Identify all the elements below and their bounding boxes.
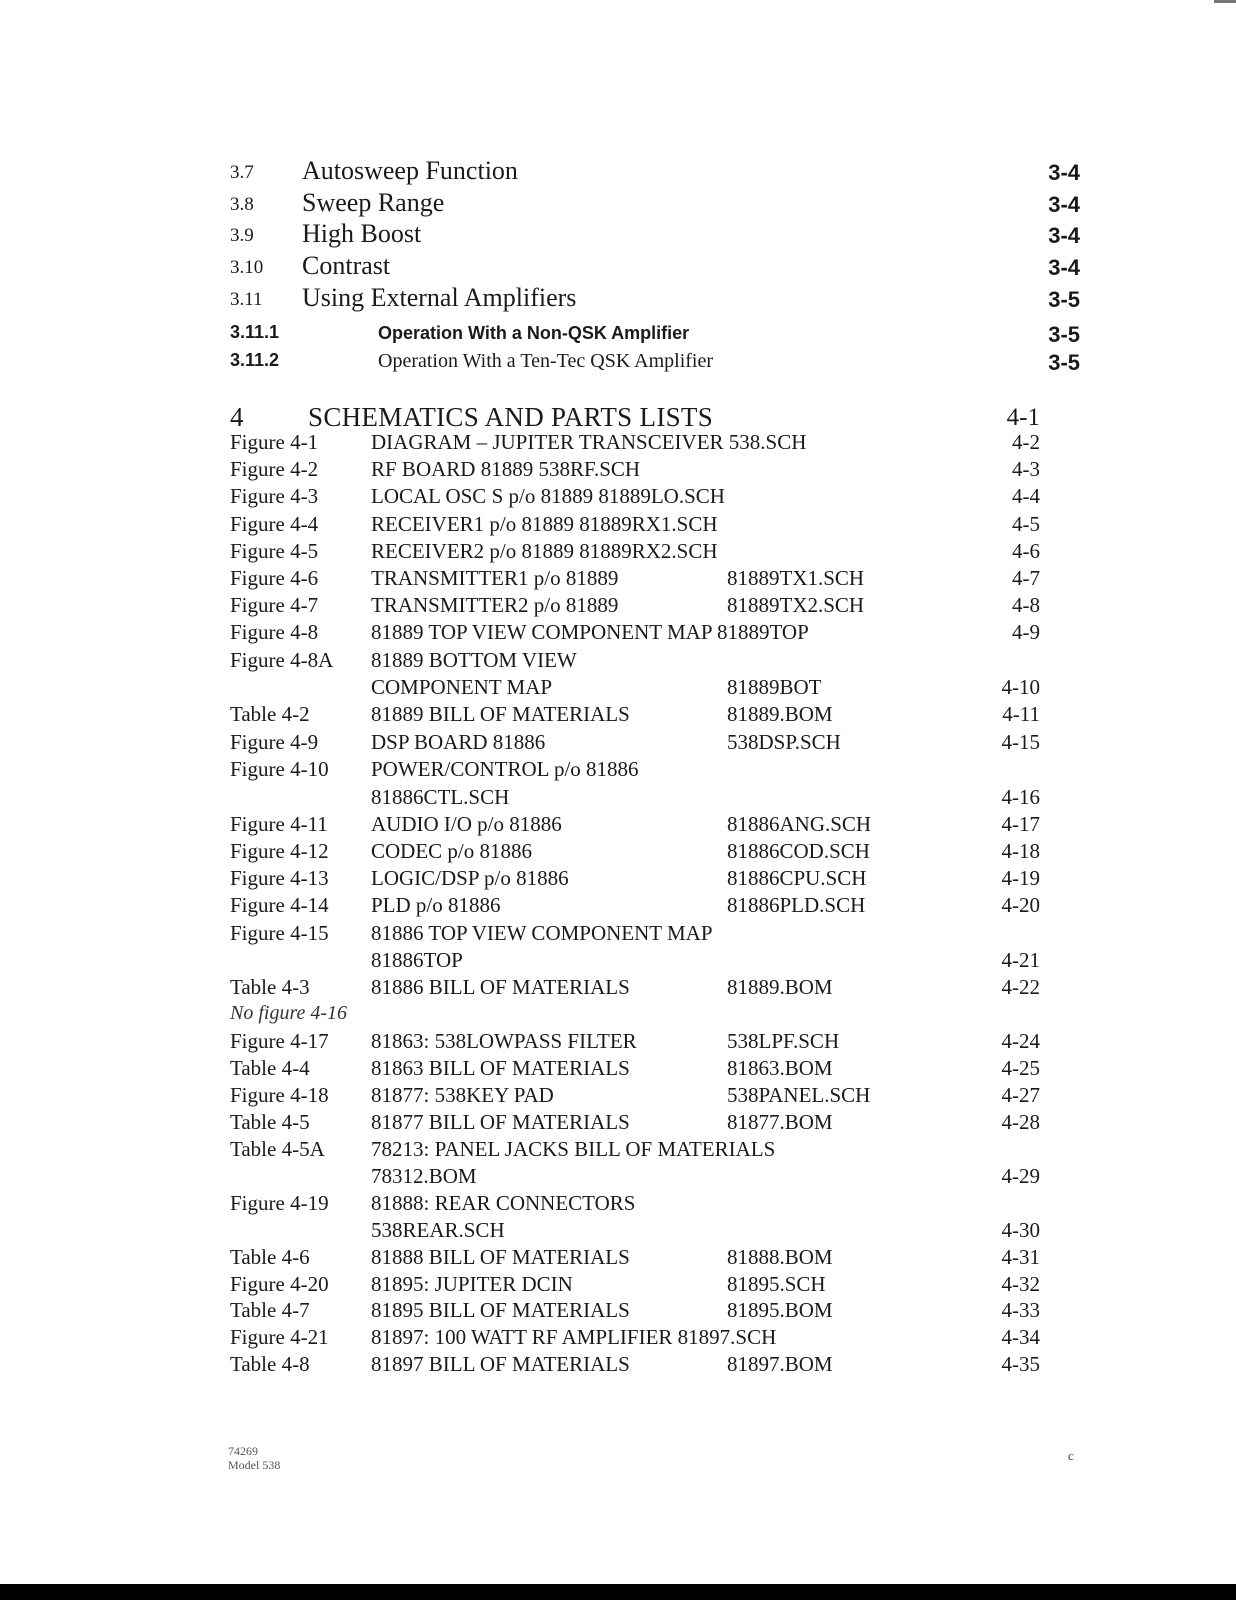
section-number: 3.11.2 — [230, 350, 280, 370]
figure-desc: RECEIVER1 p/o 81889 81889RX1.SCH — [371, 512, 718, 536]
figure-desc: DIAGRAM – JUPITER TRANSCEIVER 538.SCH — [371, 430, 807, 454]
figure-ref: Figure 4-10 — [230, 757, 329, 781]
figure-entry — [230, 812, 1040, 839]
figure-desc: 81886TOP — [371, 948, 463, 972]
figure-desc: POWER/CONTROL p/o 81886 — [371, 757, 639, 781]
figure-page: 4-10 — [1001, 675, 1040, 699]
figure-page: 4-6 — [1012, 539, 1040, 563]
figure-desc: 81895 BILL OF MATERIALS — [371, 1298, 630, 1322]
figure-file: 538DSP.SCH — [727, 730, 841, 754]
figure-desc: LOGIC/DSP p/o 81886 — [371, 866, 569, 890]
figure-ref: Figure 4-4 — [230, 512, 319, 536]
figure-ref: Figure 4-14 — [230, 893, 329, 917]
figure-ref: Figure 4-15 — [230, 921, 329, 945]
figure-page: 4-18 — [1001, 839, 1040, 863]
figure-entry-continued — [230, 785, 1040, 812]
toc-entry-3-11-2 — [230, 346, 1080, 378]
figure-page: 4-34 — [1001, 1325, 1040, 1349]
figure-page: 4-22 — [1001, 975, 1040, 999]
figure-file: 538LPF.SCH — [727, 1029, 840, 1053]
figure-desc: RECEIVER2 p/o 81889 81889RX2.SCH — [371, 539, 718, 563]
section-title: Using External Amplifiers — [302, 283, 577, 312]
figure-ref: Table 4-7 — [230, 1298, 310, 1322]
figure-page: 4-32 — [1001, 1272, 1040, 1296]
figure-file: 81889.BOM — [727, 975, 833, 999]
figure-desc: 81889 BILL OF MATERIALS — [371, 702, 630, 726]
figure-page: 4-24 — [1001, 1029, 1040, 1053]
figure-entry — [230, 620, 1040, 647]
figure-page: 4-16 — [1001, 785, 1040, 809]
figure-desc: PLD p/o 81886 — [371, 893, 501, 917]
figure-ref: Table 4-5A — [230, 1137, 325, 1161]
figure-desc: 81877: 538KEY PAD — [371, 1083, 554, 1107]
document-number: 74269 — [228, 1444, 258, 1458]
figure-ref: Table 4-6 — [230, 1245, 310, 1269]
figure-ref: Figure 4-8A — [230, 648, 334, 672]
figure-page: 4-15 — [1001, 730, 1040, 754]
figure-page: 4-33 — [1001, 1298, 1040, 1322]
figure-ref: Figure 4-8 — [230, 620, 319, 644]
figure-entry — [230, 921, 1040, 948]
figure-file: 81897.BOM — [727, 1352, 833, 1376]
figure-entry — [230, 1191, 1040, 1218]
figure-page: 4-7 — [1012, 566, 1040, 590]
figure-desc: AUDIO I/O p/o 81886 — [371, 812, 562, 836]
figure-page: 4-28 — [1001, 1110, 1040, 1134]
figure-ref: Figure 4-19 — [230, 1191, 329, 1215]
figure-ref: Table 4-8 — [230, 1352, 310, 1376]
figure-ref: Figure 4-11 — [230, 812, 328, 836]
figure-desc: 81897 BILL OF MATERIALS — [371, 1352, 630, 1376]
figure-desc: TRANSMITTER1 p/o 81889 — [371, 566, 619, 590]
table-entry-continued — [230, 1164, 1040, 1191]
figure-desc: 78312.BOM — [371, 1164, 477, 1188]
figure-file: 81889BOT — [727, 675, 822, 699]
figure-desc: COMPONENT MAP — [371, 675, 553, 699]
section-title: Operation With a Non-QSK Amplifier — [378, 323, 690, 343]
figure-ref: Figure 4-2 — [230, 457, 319, 481]
figure-file: 81863.BOM — [727, 1056, 833, 1080]
section-number: 3.10 — [230, 257, 264, 278]
note-text: No figure 4-16 — [230, 1002, 348, 1024]
section-page: 3-5 — [1048, 322, 1080, 347]
table-entry — [230, 1056, 1040, 1083]
figure-entry — [230, 730, 1040, 757]
figure-file: 81889TX2.SCH — [727, 593, 865, 617]
figure-entry — [230, 1029, 1040, 1056]
figure-file: 81889TX1.SCH — [727, 566, 865, 590]
figure-desc: 81889 TOP VIEW COMPONENT MAP 81889TOP — [371, 620, 809, 644]
figure-entry — [230, 1325, 1040, 1352]
figure-file: 81886PLD.SCH — [727, 893, 866, 917]
section-number: 3.11 — [230, 289, 263, 310]
toc-entry-3-11 — [230, 283, 1080, 315]
figure-page: 4-29 — [1001, 1164, 1040, 1188]
figure-file: 81895.SCH — [727, 1272, 826, 1296]
figure-file: 81886ANG.SCH — [727, 812, 872, 836]
figure-ref: Figure 4-20 — [230, 1272, 329, 1296]
figure-desc: 81886 BILL OF MATERIALS — [371, 975, 630, 999]
page-footer — [228, 1444, 280, 1472]
figure-page: 4-2 — [1012, 430, 1040, 454]
section-title: High Boost — [302, 219, 422, 248]
figure-entry — [230, 866, 1040, 893]
figure-entry — [230, 566, 1040, 593]
figure-entry-continued — [230, 1218, 1040, 1245]
scan-mark — [1214, 0, 1236, 3]
figure-ref: Figure 4-5 — [230, 539, 319, 563]
figure-page: 4-35 — [1001, 1352, 1040, 1376]
section-title: Contrast — [302, 251, 391, 280]
figure-ref: Figure 4-13 — [230, 866, 329, 890]
figure-ref: Figure 4-18 — [230, 1083, 329, 1107]
figure-page: 4-19 — [1001, 866, 1040, 890]
chapter-title: SCHEMATICS AND PARTS LISTS — [308, 402, 714, 432]
scan-edge-bar — [0, 1584, 1236, 1600]
figure-desc: 81897: 100 WATT RF AMPLIFIER 81897.SCH — [371, 1325, 777, 1349]
figure-page: 4-25 — [1001, 1056, 1040, 1080]
section-page: 3-5 — [1048, 287, 1080, 312]
figure-entry — [230, 430, 1040, 457]
figure-ref: Table 4-2 — [230, 702, 310, 726]
figure-page: 4-8 — [1012, 593, 1040, 617]
figure-entry — [230, 484, 1040, 511]
figure-desc: 81863: 538LOWPASS FILTER — [371, 1029, 637, 1053]
section-number: 3.11.1 — [230, 322, 280, 342]
figure-desc: LOCAL OSC S p/o 81889 81889LO.SCH — [371, 484, 725, 508]
figure-desc: 81877 BILL OF MATERIALS — [371, 1110, 630, 1134]
section-title: Operation With a Ten-Tec QSK Amplifier — [378, 350, 714, 372]
figure-entry — [230, 1083, 1040, 1110]
figure-desc: TRANSMITTER2 p/o 81889 — [371, 593, 619, 617]
section-number: 3.7 — [230, 162, 254, 183]
figure-file: 81886CPU.SCH — [727, 866, 867, 890]
figure-page: 4-5 — [1012, 512, 1040, 536]
figure-entry — [230, 757, 1040, 784]
figure-ref: Figure 4-21 — [230, 1325, 329, 1349]
figure-file: 81895.BOM — [727, 1298, 833, 1322]
figure-entry-continued — [230, 948, 1040, 975]
chapter-number: 4 — [230, 402, 244, 432]
figure-entry — [230, 1272, 1040, 1299]
figure-entry — [230, 539, 1040, 566]
figure-desc: 81863 BILL OF MATERIALS — [371, 1056, 630, 1080]
table-entry — [230, 1110, 1040, 1137]
figure-file: 81886COD.SCH — [727, 839, 870, 863]
section-page: 3-4 — [1048, 223, 1080, 248]
figure-ref: Figure 4-12 — [230, 839, 329, 863]
figure-desc: 81889 BOTTOM VIEW — [371, 648, 577, 672]
figure-ref: Figure 4-1 — [230, 430, 319, 454]
figure-desc: 81886CTL.SCH — [371, 785, 510, 809]
figure-file: 538PANEL.SCH — [727, 1083, 871, 1107]
page-letter: c — [1068, 1448, 1074, 1463]
figure-entry-continued — [230, 675, 1040, 702]
figure-ref: Figure 4-3 — [230, 484, 319, 508]
figure-page: 4-9 — [1012, 620, 1040, 644]
figure-page: 4-31 — [1001, 1245, 1040, 1269]
figure-page: 4-27 — [1001, 1083, 1040, 1107]
section-number: 3.8 — [230, 194, 254, 215]
toc-entry-3-7 — [230, 156, 1080, 188]
figure-entry — [230, 457, 1040, 484]
figure-ref: Figure 4-7 — [230, 593, 319, 617]
handwritten-note — [230, 1002, 1040, 1029]
figure-desc: 81895: JUPITER DCIN — [371, 1272, 573, 1296]
section-page: 3-4 — [1048, 160, 1080, 185]
figure-page: 4-30 — [1001, 1218, 1040, 1242]
figure-entry — [230, 593, 1040, 620]
figure-entry — [230, 839, 1040, 866]
section-title: Autosweep Function — [302, 156, 518, 185]
figure-desc: 78213: PANEL JACKS BILL OF MATERIALS — [371, 1137, 776, 1161]
figure-page: 4-21 — [1001, 948, 1040, 972]
toc-entry-3-10 — [230, 251, 1080, 283]
figure-ref: Figure 4-9 — [230, 730, 319, 754]
figure-desc: CODEC p/o 81886 — [371, 839, 533, 863]
table-entry — [230, 702, 1040, 729]
figure-page: 4-3 — [1012, 457, 1040, 481]
figure-ref: Table 4-4 — [230, 1056, 310, 1080]
model-label: Model 538 — [228, 1458, 281, 1472]
figure-ref: Table 4-3 — [230, 975, 310, 999]
figure-desc: 81888 BILL OF MATERIALS — [371, 1245, 630, 1269]
section-page: 3-5 — [1048, 350, 1080, 375]
figure-desc: 538REAR.SCH — [371, 1218, 505, 1242]
table-entry — [230, 1245, 1040, 1272]
figure-desc: 81886 TOP VIEW COMPONENT MAP — [371, 921, 713, 945]
table-entry — [230, 1298, 1040, 1325]
section-page: 3-4 — [1048, 255, 1080, 280]
chapter-page: 4-1 — [1006, 404, 1040, 431]
table-entry — [230, 975, 1040, 1002]
table-entry — [230, 1137, 1040, 1164]
figure-desc: DSP BOARD 81886 — [371, 730, 546, 754]
toc-entry-3-8 — [230, 188, 1080, 220]
figure-ref: Figure 4-6 — [230, 566, 319, 590]
figure-ref: Figure 4-17 — [230, 1029, 329, 1053]
figure-file: 81889.BOM — [727, 702, 833, 726]
figure-entry — [230, 512, 1040, 539]
section-title: Sweep Range — [302, 188, 445, 217]
figure-ref: Table 4-5 — [230, 1110, 310, 1134]
figure-page: 4-17 — [1001, 812, 1040, 836]
section-page: 3-4 — [1048, 192, 1080, 217]
section-number: 3.9 — [230, 225, 254, 246]
figure-entry — [230, 648, 1040, 675]
table-entry — [230, 1352, 1040, 1379]
figure-desc: 81888: REAR CONNECTORS — [371, 1191, 636, 1215]
figure-desc: RF BOARD 81889 538RF.SCH — [371, 457, 641, 481]
figure-page: 4-4 — [1012, 484, 1040, 508]
figure-entry — [230, 893, 1040, 920]
toc-entry-3-9 — [230, 219, 1080, 251]
figure-file: 81877.BOM — [727, 1110, 833, 1134]
figure-file: 81888.BOM — [727, 1245, 833, 1269]
figure-page: 4-11 — [1002, 702, 1040, 726]
figure-page: 4-20 — [1001, 893, 1040, 917]
